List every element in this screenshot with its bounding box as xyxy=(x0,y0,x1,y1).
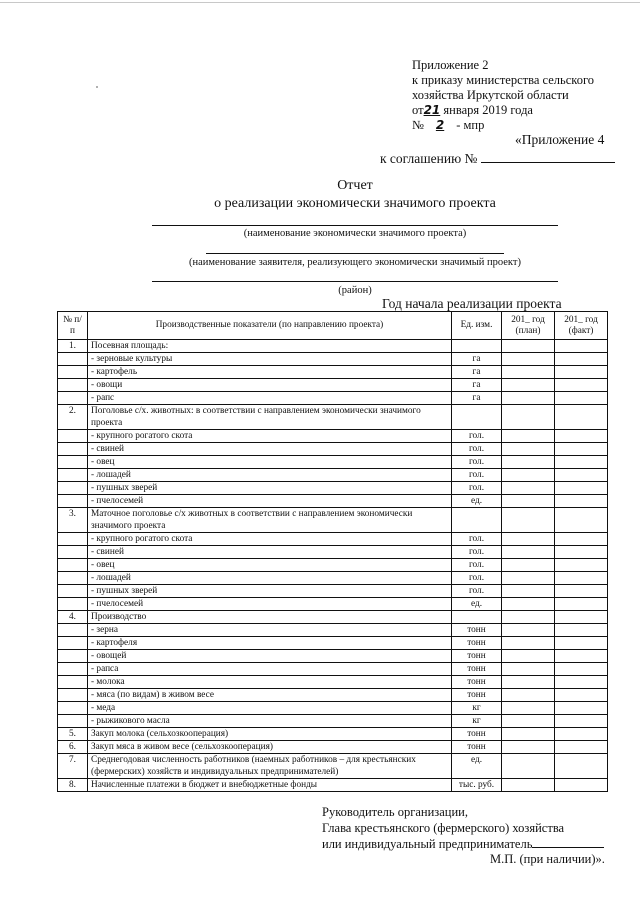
row-plan-cell[interactable] xyxy=(502,754,555,779)
number-prefix: № xyxy=(412,118,424,132)
row-indicator: - свиней xyxy=(88,546,452,559)
row-indicator: - свиней xyxy=(88,443,452,456)
row-number xyxy=(58,379,88,392)
number-handwritten: 2 xyxy=(435,118,445,132)
row-indicator: - овощи xyxy=(88,379,452,392)
row-number xyxy=(58,637,88,650)
row-number xyxy=(58,443,88,456)
row-number xyxy=(58,702,88,715)
row-indicator: - пушных зверей xyxy=(88,585,452,598)
page-top-edge xyxy=(0,2,640,3)
row-indicator: - мяса (по видам) в живом весе xyxy=(88,689,452,702)
row-number xyxy=(58,689,88,702)
row-plan-cell[interactable] xyxy=(502,779,555,792)
row-fact-cell[interactable] xyxy=(555,663,608,676)
row-plan-cell[interactable] xyxy=(502,443,555,456)
row-number xyxy=(58,624,88,637)
row-number: 5. xyxy=(58,728,88,741)
header-fact: 201_ год (факт) xyxy=(555,312,608,340)
table-row xyxy=(58,624,608,637)
row-fact-cell[interactable] xyxy=(555,508,608,533)
row-number: 3. xyxy=(58,508,88,533)
row-unit: ед. xyxy=(452,598,502,611)
row-number: 7. xyxy=(58,754,88,779)
row-indicator: - картофеля xyxy=(88,637,452,650)
row-indicator: - овец xyxy=(88,559,452,572)
row-indicator: - овец xyxy=(88,456,452,469)
row-unit xyxy=(452,508,502,533)
row-unit: гол. xyxy=(452,559,502,572)
row-fact-cell[interactable] xyxy=(555,443,608,456)
row-unit: гол. xyxy=(452,430,502,443)
row-indicator: Производство xyxy=(88,611,452,624)
row-unit: гол. xyxy=(452,469,502,482)
row-plan-cell[interactable] xyxy=(502,366,555,379)
table-row xyxy=(58,469,608,482)
row-fact-cell[interactable] xyxy=(555,405,608,430)
row-fact-cell[interactable] xyxy=(555,366,608,379)
row-number xyxy=(58,495,88,508)
row-number xyxy=(58,392,88,405)
row-plan-cell[interactable] xyxy=(502,508,555,533)
row-plan-cell[interactable] xyxy=(502,430,555,443)
table-row xyxy=(58,676,608,689)
row-fact-cell[interactable] xyxy=(555,482,608,495)
row-plan-cell[interactable] xyxy=(502,495,555,508)
row-indicator: - пчелосемей xyxy=(88,598,452,611)
report-title: Отчет xyxy=(337,178,373,193)
agreement-number xyxy=(380,150,615,167)
row-unit: тонн xyxy=(452,624,502,637)
row-indicator: Закуп мяса в живом весе (сельхозкооперация) xyxy=(88,741,452,754)
row-plan-cell[interactable] xyxy=(502,482,555,495)
row-indicator: - зерновые культуры xyxy=(88,353,452,366)
row-fact-cell[interactable] xyxy=(555,495,608,508)
row-unit: ед. xyxy=(452,495,502,508)
row-indicator: - рапса xyxy=(88,663,452,676)
row-unit: га xyxy=(452,353,502,366)
signature-line-1: Руководитель организации, xyxy=(322,805,468,819)
table-row xyxy=(58,559,608,572)
table-row xyxy=(58,650,608,663)
row-fact-cell[interactable] xyxy=(555,430,608,443)
row-fact-cell[interactable] xyxy=(555,353,608,366)
row-unit: гол. xyxy=(452,443,502,456)
row-fact-cell[interactable] xyxy=(555,572,608,585)
row-number xyxy=(58,366,88,379)
table-row xyxy=(58,637,608,650)
district-caption: (район) xyxy=(338,285,372,296)
row-plan-cell[interactable] xyxy=(502,559,555,572)
row-unit: тонн xyxy=(452,741,502,754)
row-fact-cell[interactable] xyxy=(555,650,608,663)
row-number: 4. xyxy=(58,611,88,624)
seal-note: М.П. (при наличии)». xyxy=(490,852,605,866)
scan-speck xyxy=(96,86,98,88)
row-indicator: - лошадей xyxy=(88,469,452,482)
row-number: 1. xyxy=(58,340,88,353)
date-rest: января 2019 года xyxy=(443,103,533,117)
row-plan-cell[interactable] xyxy=(502,637,555,650)
row-plan-cell[interactable] xyxy=(502,340,555,353)
appendix-number xyxy=(412,118,594,133)
row-unit: гол. xyxy=(452,533,502,546)
row-number xyxy=(58,482,88,495)
signature-field[interactable] xyxy=(532,836,604,848)
row-unit xyxy=(452,340,502,353)
row-fact-cell[interactable] xyxy=(555,546,608,559)
row-plan-cell[interactable] xyxy=(502,585,555,598)
signature-line-2: Глава крестьянского (фермерского) хозяйства xyxy=(322,821,565,835)
table-row xyxy=(58,379,608,392)
row-indicator: - пчелосемей xyxy=(88,495,452,508)
row-plan-cell[interactable] xyxy=(502,741,555,754)
row-plan-cell[interactable] xyxy=(502,353,555,366)
table-row xyxy=(58,754,608,779)
row-fact-cell[interactable] xyxy=(555,741,608,754)
agreement-number-field[interactable] xyxy=(481,150,615,163)
row-unit: гол. xyxy=(452,585,502,598)
row-unit: га xyxy=(452,366,502,379)
row-fact-cell[interactable] xyxy=(555,689,608,702)
row-unit: тонн xyxy=(452,663,502,676)
row-plan-cell[interactable] xyxy=(502,456,555,469)
row-plan-cell[interactable] xyxy=(502,533,555,546)
row-plan-cell[interactable] xyxy=(502,702,555,715)
table-row xyxy=(58,340,608,353)
row-number xyxy=(58,715,88,728)
table-row xyxy=(58,405,608,430)
row-number xyxy=(58,572,88,585)
row-fact-cell[interactable] xyxy=(555,340,608,353)
signature-line-3 xyxy=(322,836,604,852)
table-row xyxy=(58,495,608,508)
number-suffix: - мпр xyxy=(456,118,485,132)
row-unit: га xyxy=(452,379,502,392)
row-unit: тонн xyxy=(452,689,502,702)
row-fact-cell[interactable] xyxy=(555,611,608,624)
table-row xyxy=(58,598,608,611)
row-number: 8. xyxy=(58,779,88,792)
row-indicator: - молока xyxy=(88,676,452,689)
row-fact-cell[interactable] xyxy=(555,637,608,650)
table-header-row xyxy=(58,312,608,340)
row-indicator: - рапс xyxy=(88,392,452,405)
table-row xyxy=(58,663,608,676)
row-unit: гол. xyxy=(452,572,502,585)
row-plan-cell[interactable] xyxy=(502,624,555,637)
row-fact-cell[interactable] xyxy=(555,533,608,546)
row-unit: тонн xyxy=(452,650,502,663)
table-row xyxy=(58,456,608,469)
appendix-line-2: к приказу министерства сельского xyxy=(412,73,595,87)
row-unit: кг xyxy=(452,715,502,728)
row-number xyxy=(58,469,88,482)
indicators-table xyxy=(57,311,608,792)
row-number xyxy=(58,585,88,598)
row-indicator: Посевная площадь: xyxy=(88,340,452,353)
row-indicator: - крупного рогатого скота xyxy=(88,430,452,443)
table-row xyxy=(58,715,608,728)
row-fact-cell[interactable] xyxy=(555,456,608,469)
applicant-name-field[interactable] xyxy=(206,253,504,254)
table-row xyxy=(58,546,608,559)
report-subtitle: о реализации экономически значимого проекта xyxy=(214,196,496,211)
row-number xyxy=(58,430,88,443)
table-row xyxy=(58,443,608,456)
table-row xyxy=(58,533,608,546)
row-number xyxy=(58,650,88,663)
row-indicator: - лошадей xyxy=(88,572,452,585)
row-unit: га xyxy=(452,392,502,405)
project-name-field[interactable] xyxy=(152,225,558,226)
row-plan-cell[interactable] xyxy=(502,689,555,702)
table-row xyxy=(58,508,608,533)
table-row xyxy=(58,779,608,792)
row-fact-cell[interactable] xyxy=(555,728,608,741)
row-plan-cell[interactable] xyxy=(502,392,555,405)
row-plan-cell[interactable] xyxy=(502,663,555,676)
appendix-header xyxy=(412,58,594,133)
row-unit: ед. xyxy=(452,754,502,779)
row-indicator: - меда xyxy=(88,702,452,715)
table-row xyxy=(58,482,608,495)
row-unit: тыс. руб. xyxy=(452,779,502,792)
row-indicator: Закуп молока (сельхозкооперация) xyxy=(88,728,452,741)
header-indicator: Производственные показатели (по направлению проекта) xyxy=(88,312,452,340)
table-row xyxy=(58,430,608,443)
row-fact-cell[interactable] xyxy=(555,379,608,392)
appendix-4-label: «Приложение 4 xyxy=(515,132,605,147)
district-field[interactable] xyxy=(152,281,558,282)
row-number xyxy=(58,676,88,689)
row-fact-cell[interactable] xyxy=(555,779,608,792)
table-row xyxy=(58,353,608,366)
row-unit: кг xyxy=(452,702,502,715)
table-row xyxy=(58,611,608,624)
row-plan-cell[interactable] xyxy=(502,728,555,741)
row-fact-cell[interactable] xyxy=(555,392,608,405)
row-fact-cell[interactable] xyxy=(555,624,608,637)
table-row xyxy=(58,728,608,741)
row-unit xyxy=(452,405,502,430)
table-row xyxy=(58,689,608,702)
header-num: № п/п xyxy=(58,312,88,340)
row-number xyxy=(58,559,88,572)
date-day-handwritten: 21 xyxy=(423,103,441,117)
row-number xyxy=(58,533,88,546)
appendix-line-1: Приложение 2 xyxy=(412,58,489,72)
row-plan-cell[interactable] xyxy=(502,379,555,392)
table-row xyxy=(58,585,608,598)
row-plan-cell[interactable] xyxy=(502,650,555,663)
row-fact-cell[interactable] xyxy=(555,469,608,482)
table-row xyxy=(58,572,608,585)
header-plan: 201_ год (план) xyxy=(502,312,555,340)
row-fact-cell[interactable] xyxy=(555,715,608,728)
row-indicator: - овощей xyxy=(88,650,452,663)
row-indicator: Начисленные платежи в бюджет и внебюджетные фонды xyxy=(88,779,452,792)
table-row xyxy=(58,702,608,715)
table-row xyxy=(58,366,608,379)
row-plan-cell[interactable] xyxy=(502,469,555,482)
row-fact-cell[interactable] xyxy=(555,702,608,715)
header-unit: Ед. изм. xyxy=(452,312,502,340)
row-indicator: Поголовье с/х. животных: в соответствии с направлением экономически значимого проекта xyxy=(88,405,452,430)
row-indicator: Маточное поголовье с/х животных в соответствии с направлением экономически значимого проекта xyxy=(88,508,452,533)
signature-line-3-text: или индивидуальный предприниматель xyxy=(322,837,533,851)
appendix-date xyxy=(412,103,594,118)
row-indicator: - рыжикового масла xyxy=(88,715,452,728)
row-plan-cell[interactable] xyxy=(502,611,555,624)
project-name-caption: (наименование экономически значимого проекта) xyxy=(243,228,467,239)
row-fact-cell[interactable] xyxy=(555,676,608,689)
row-unit: гол. xyxy=(452,482,502,495)
row-number: 2. xyxy=(58,405,88,430)
row-plan-cell[interactable] xyxy=(502,715,555,728)
row-unit: гол. xyxy=(452,546,502,559)
table-row xyxy=(58,392,608,405)
row-unit xyxy=(452,611,502,624)
row-number: 6. xyxy=(58,741,88,754)
row-unit: гол. xyxy=(452,456,502,469)
signature-block xyxy=(322,804,604,852)
row-indicator: - крупного рогатого скота xyxy=(88,533,452,546)
row-plan-cell[interactable] xyxy=(502,405,555,430)
row-plan-cell[interactable] xyxy=(502,572,555,585)
row-number xyxy=(58,598,88,611)
date-prefix: от xyxy=(412,103,424,117)
row-number xyxy=(58,546,88,559)
appendix-line-3: хозяйства Иркутской области xyxy=(412,88,569,102)
row-unit: тонн xyxy=(452,728,502,741)
row-plan-cell[interactable] xyxy=(502,676,555,689)
agreement-label: к соглашению № xyxy=(380,151,478,166)
row-fact-cell[interactable] xyxy=(555,559,608,572)
row-plan-cell[interactable] xyxy=(502,598,555,611)
row-fact-cell[interactable] xyxy=(555,585,608,598)
row-indicator: Среднегодовая численность работников (наемных работников – для крестьянских (фермерских) хозяйств и индивидуальных предпринимателей) xyxy=(88,754,452,779)
row-plan-cell[interactable] xyxy=(502,546,555,559)
row-number xyxy=(58,353,88,366)
row-number xyxy=(58,456,88,469)
start-year-label: Год начала реализации проекта xyxy=(382,296,562,311)
row-indicator: - пушных зверей xyxy=(88,482,452,495)
row-indicator: - картофель xyxy=(88,366,452,379)
row-unit: тонн xyxy=(452,676,502,689)
row-number xyxy=(58,663,88,676)
applicant-name-caption: (наименование заявителя, реализующего экономически значимый проект) xyxy=(189,257,521,268)
row-unit: тонн xyxy=(452,637,502,650)
row-indicator: - зерна xyxy=(88,624,452,637)
table-row xyxy=(58,741,608,754)
row-fact-cell[interactable] xyxy=(555,754,608,779)
row-fact-cell[interactable] xyxy=(555,598,608,611)
